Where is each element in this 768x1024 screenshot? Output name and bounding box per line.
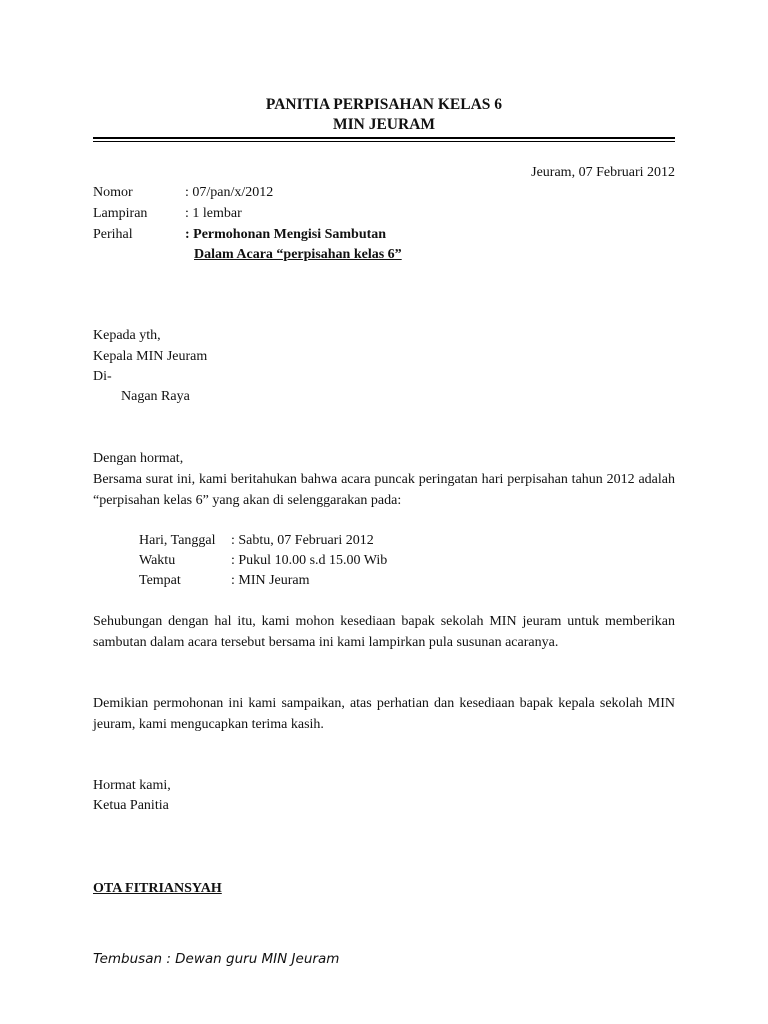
meta-label-perihal: Perihal	[93, 227, 133, 242]
event-label-place: Tempat	[139, 573, 181, 588]
recipient-line2: Kepala MIN Jeuram	[93, 349, 208, 364]
event-value-date: : Sabtu, 07 Februari 2012	[231, 533, 374, 548]
letterhead-rule	[93, 137, 675, 139]
intro-paragraph: Bersama surat ini, kami beritahukan bahwa acara puncak peringatan hari perpisahan tahun 2012 adalah “perpisahan kelas 6” yang akan di selenggarakan pada:	[93, 472, 675, 508]
recipient-line1: Kepada yth,	[93, 328, 161, 343]
closing-line2: Ketua Panitia	[93, 798, 169, 813]
event-label-time: Waktu	[139, 553, 176, 568]
carbon-copy: Tembusan : Dewan guru MIN Jeuram	[93, 951, 340, 967]
meta-value-perihal: : Permohonan Mengisi Sambutan	[185, 227, 387, 242]
letter-date: Jeuram, 07 Februari 2012	[531, 165, 675, 180]
signer-name: OTA FITRIANSYAH	[93, 881, 222, 896]
meta-value-nomor: : 07/pan/x/2012	[185, 185, 274, 200]
recipient-line4: Nagan Raya	[121, 389, 190, 404]
salutation: Dengan hormat,	[93, 451, 184, 466]
recipient-line3: Di-	[93, 369, 112, 384]
letterhead-rule-thin	[93, 141, 675, 142]
meta-value-lampiran: : 1 lembar	[185, 206, 242, 221]
meta-label-nomor: Nomor	[93, 185, 133, 200]
letterhead-subtitle: MIN JEURAM	[332, 116, 436, 133]
event-value-place: : MIN Jeuram	[231, 573, 310, 588]
meta-value-perihal-line2: Dalam Acara “perpisahan kelas 6”	[194, 247, 402, 262]
closing-line1: Hormat kami,	[93, 778, 171, 793]
body-paragraph-2: Demikian permohonan ini kami sampaikan, atas perhatian dan kesediaan bapak kepala sekolah MIN jeuram, kami mengucapkan terima kasih.	[93, 696, 675, 732]
letterhead-title: PANITIA PERPISAHAN KELAS 6	[265, 96, 503, 113]
meta-label-lampiran: Lampiran	[93, 206, 148, 221]
event-value-time: : Pukul 10.00 s.d 15.00 Wib	[231, 553, 388, 568]
body-paragraph-1: Sehubungan dengan hal itu, kami mohon kesediaan bapak sekolah MIN jeuram untuk memberikan sambutan dalam acara tersebut bersama ini kami lampirkan pula susunan acaranya.	[93, 614, 675, 650]
event-label-date: Hari, Tanggal	[139, 533, 216, 548]
